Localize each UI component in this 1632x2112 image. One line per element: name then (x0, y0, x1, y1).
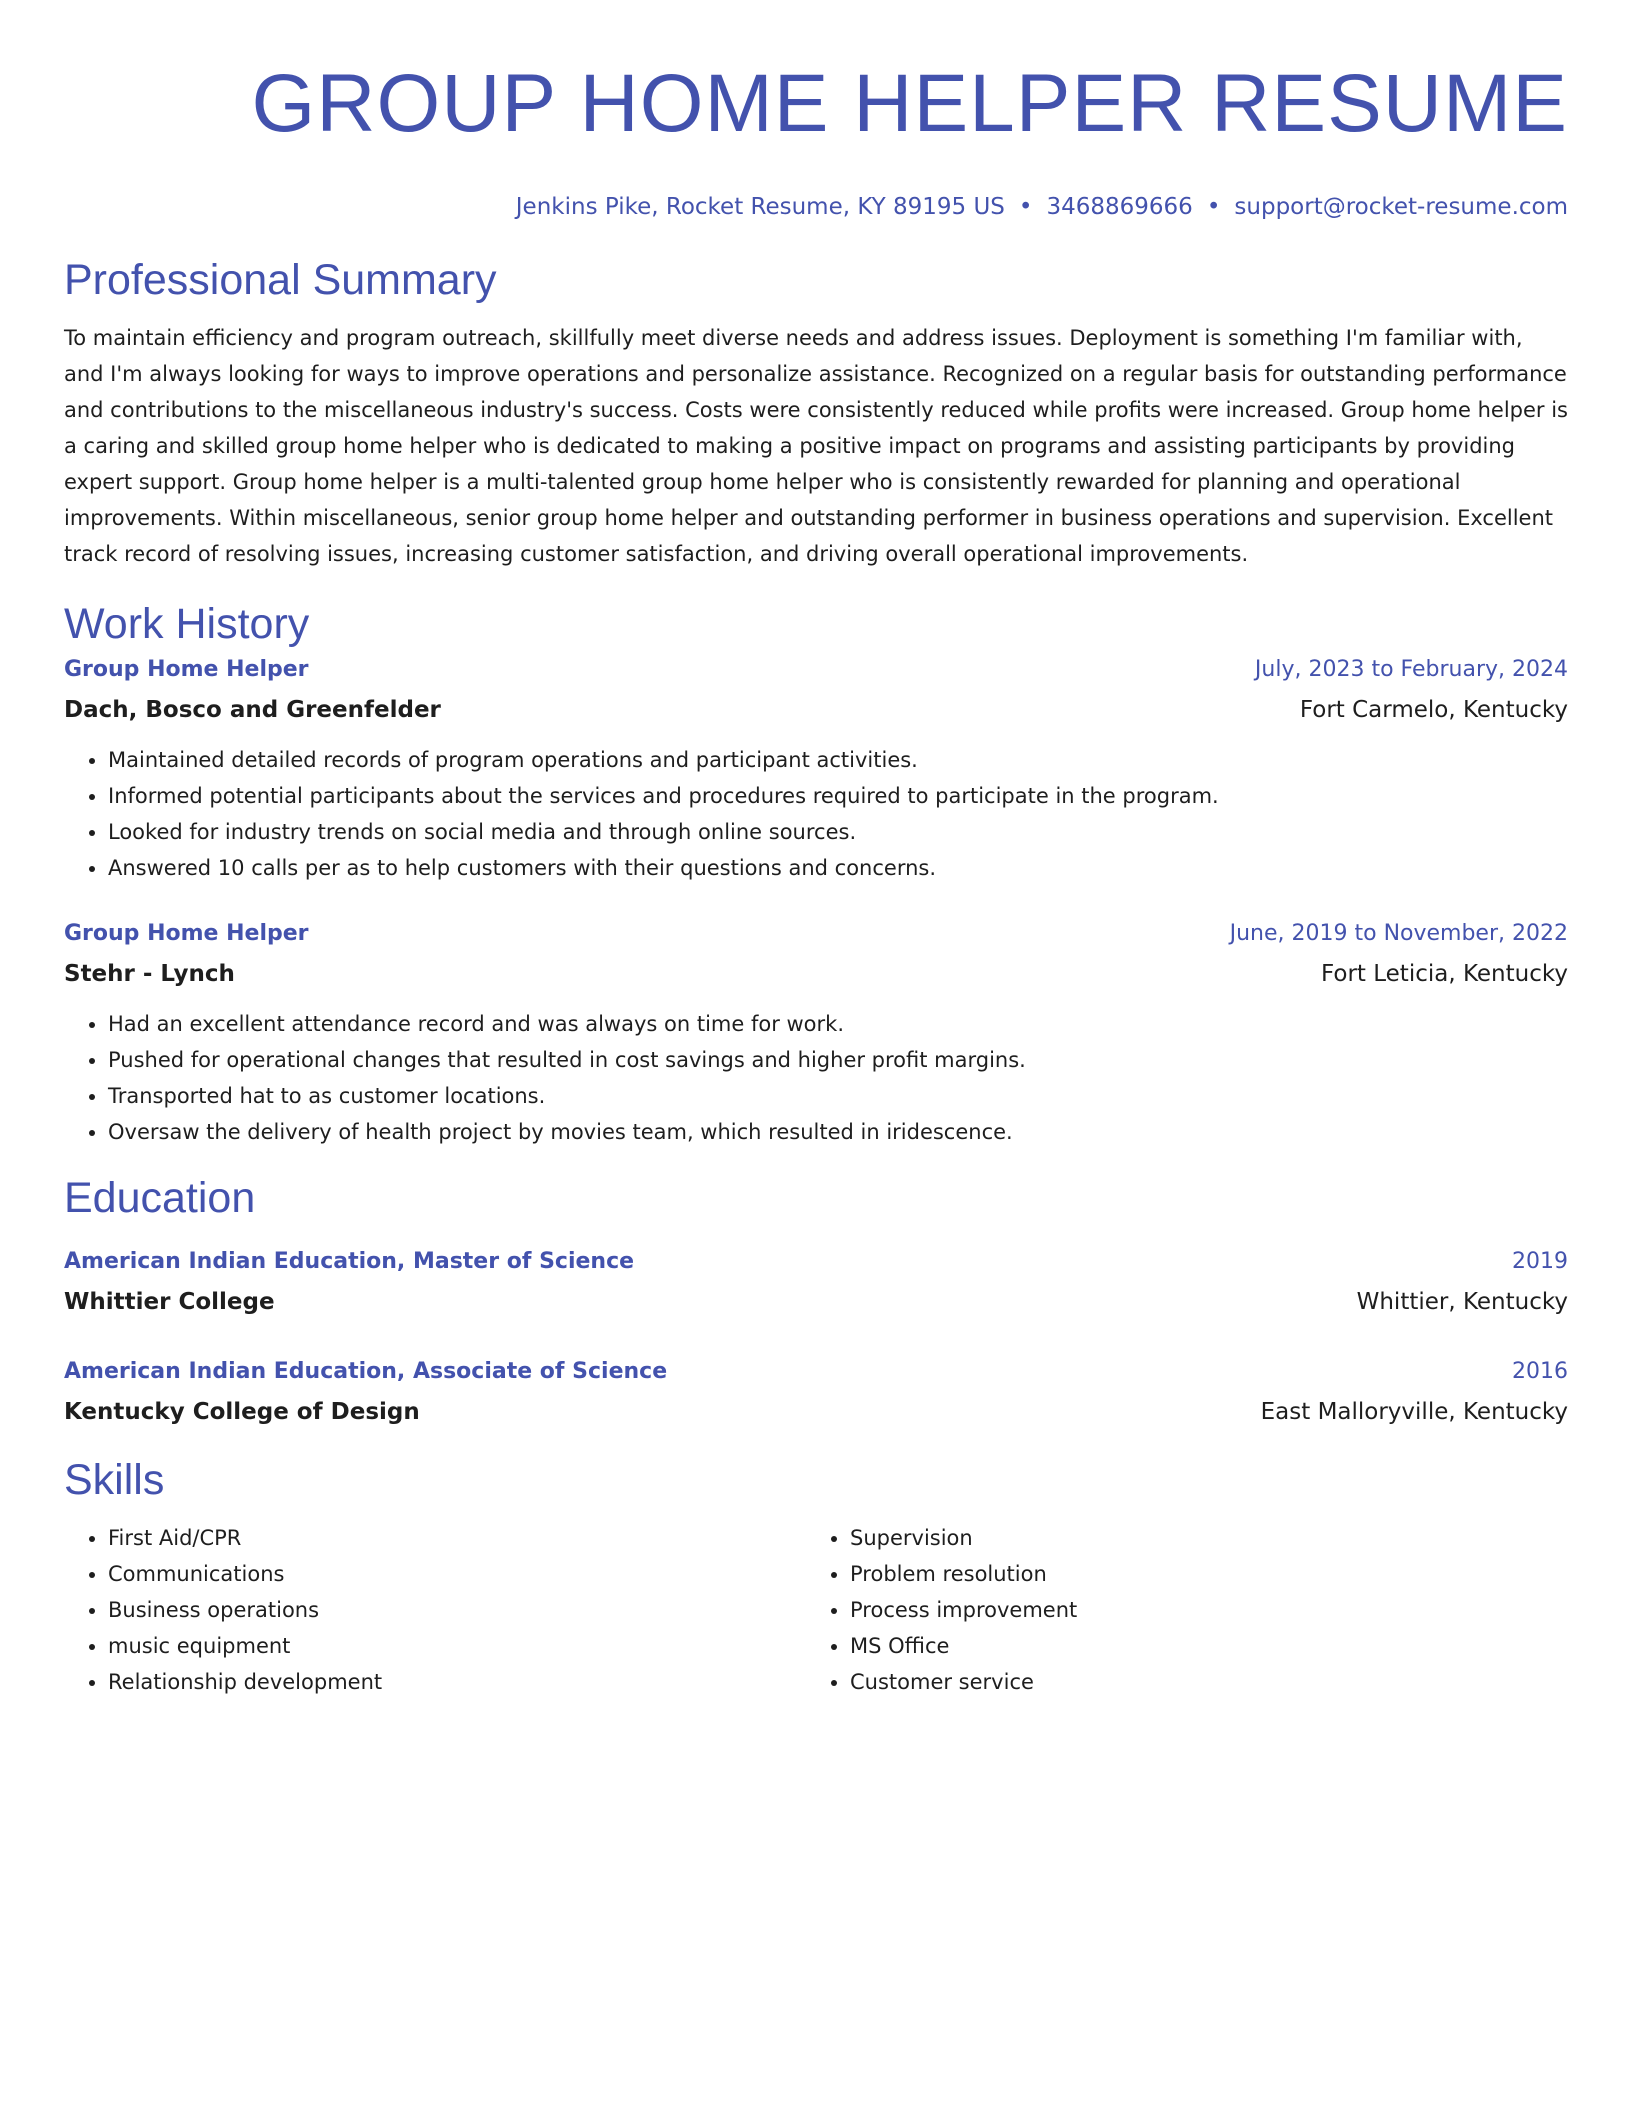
job-entry (64, 650, 1568, 886)
education-year: 2019 (1512, 1249, 1568, 1274)
skill-item: • Communications (108, 1556, 806, 1592)
contact-phone: 3468869666 (1046, 194, 1193, 220)
skills-list-right (806, 1520, 1548, 1700)
skill-item: • music equipment (108, 1628, 806, 1664)
education-degree-row (64, 1242, 1568, 1282)
job-company: Stehr - Lynch (64, 961, 235, 987)
skill-item: • Supervision (850, 1520, 1548, 1556)
job-bullet: • Maintained detailed records of program operations and participant activities. (108, 742, 1568, 778)
education-year: 2016 (1512, 1359, 1568, 1384)
job-dates: July, 2023 to February, 2024 (1254, 657, 1568, 682)
job-bullet: • Answered 10 calls per as to help customers with their questions and concerns. (108, 850, 1568, 886)
education-school: Kentucky College of Design (64, 1399, 420, 1425)
job-bullet: • Looked for industry trends on social media and through online sources. (108, 814, 1568, 850)
skill-item: • First Aid/CPR (108, 1520, 806, 1556)
skill-item: • Customer service (850, 1664, 1548, 1700)
contact-line (64, 192, 1568, 222)
skill-item: • Relationship development (108, 1664, 806, 1700)
job-entry (64, 914, 1568, 1150)
job-role-row (64, 914, 1568, 954)
skill-item: • Problem resolution (850, 1556, 1548, 1592)
contact-email: support@rocket-resume.com (1234, 194, 1568, 220)
skill-item: • MS Office (850, 1628, 1548, 1664)
job-bullet: • Informed potential participants about the services and procedures required to participate in the program. (108, 778, 1568, 814)
resume-page (64, 0, 1568, 1700)
job-bullet: • Transported hat to as customer locations. (108, 1078, 1568, 1114)
education-school: Whittier College (64, 1289, 275, 1315)
job-bullets (64, 1006, 1568, 1150)
summary-heading: Professional Summary (64, 256, 497, 304)
skills-heading: Skills (64, 1456, 165, 1504)
job-bullet: • Had an excellent attendance record and was always on time for work. (108, 1006, 1568, 1042)
job-company-row (64, 954, 1568, 994)
education-degree-row (64, 1352, 1568, 1392)
skill-item: • Process improvement (850, 1592, 1548, 1628)
job-role-row (64, 650, 1568, 690)
education-location: East Malloryville, Kentucky (1260, 1399, 1568, 1425)
job-location: Fort Leticia, Kentucky (1320, 961, 1568, 987)
job-bullets (64, 742, 1568, 886)
contact-separator: • (1018, 194, 1033, 220)
education-degree: American Indian Education, Associate of Science (64, 1359, 668, 1384)
skills-columns (64, 1520, 1568, 1700)
job-company: Dach, Bosco and Greenfelder (64, 697, 441, 723)
job-dates: June, 2019 to November, 2022 (1229, 921, 1568, 946)
summary-text: To maintain efficiency and program outreach, skillfully meet diverse needs and address issues. Deployment is something I'm familiar with, and I'm always looking for ways to improve operations and personalize assistance. Recognized on a regular basis for outstanding performance and contributions to the miscellaneous industry's success. Costs were consistently reduced while profits were increased. Group home helper is a caring and skilled group home helper who is dedicated to making a positive impact on programs and assisting participants by providing expert support. Group home helper is a multi-talented group home helper who is consistently rewarded for planning and operational improvements. Within miscellaneous, senior group home helper and outstanding performer in business operations and supervision. Excellent track record of resolving issues, increasing customer satisfaction, and driving overall operational improvements. (64, 326, 1568, 566)
skill-item: • Business operations (108, 1592, 806, 1628)
job-role: Group Home Helper (64, 921, 309, 946)
education-entry (64, 1242, 1568, 1322)
job-role: Group Home Helper (64, 657, 309, 682)
education-entry (64, 1352, 1568, 1432)
contact-separator: • (1206, 194, 1221, 220)
education-school-row (64, 1282, 1568, 1322)
education-degree: American Indian Education, Master of Science (64, 1249, 635, 1274)
job-location: Fort Carmelo, Kentucky (1299, 697, 1568, 723)
work-history-heading: Work History (64, 600, 310, 648)
job-bullet: • Oversaw the delivery of health project by movies team, which resulted in iridescence. (108, 1114, 1568, 1150)
job-company-row (64, 690, 1568, 730)
education-location: Whittier, Kentucky (1356, 1289, 1568, 1315)
education-school-row (64, 1392, 1568, 1432)
resume-header (64, 0, 1568, 222)
education-heading: Education (64, 1174, 256, 1222)
job-bullet: • Pushed for operational changes that resulted in cost savings and higher profit margins. (108, 1042, 1568, 1078)
resume-title: GROUP HOME HELPER RESUME (251, 58, 1568, 149)
skills-list-left (64, 1520, 806, 1700)
contact-address: Jenkins Pike, Rocket Resume, KY 89195 US (515, 194, 1005, 220)
